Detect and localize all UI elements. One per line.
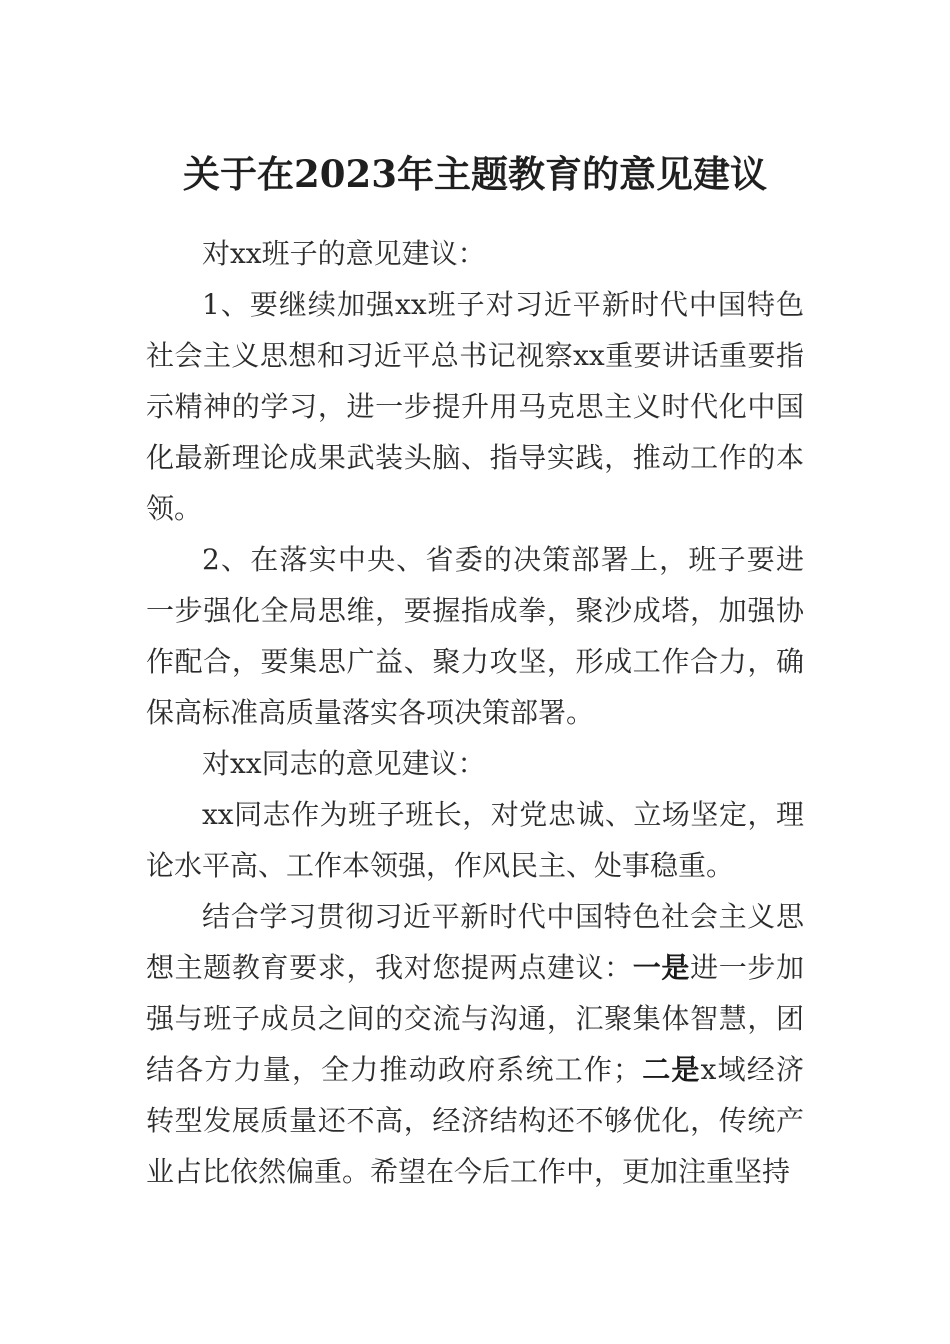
paragraph-6-part-1: 结合学习贯彻习近平新时代中国特色社会主义思想主题教育要求，我对您提两点建议：: [146, 900, 804, 984]
paragraph-1: 对xx班子的意见建议：: [202, 237, 486, 270]
paragraph-2: 1、要继续加强xx班子对习近平新时代中国特色社会主义思想和习近平总书记视察xx重要讲话重要指示精神的学习，进一步提升用马克思主义时代化中国化最新理论成果武装头脑、指导实践，推动工作的本领。: [146, 288, 804, 525]
paragraph-6: [146, 891, 804, 1197]
paragraph-6-part-2: 进一步加强与班子成员之间的交流与沟通，汇聚集体智慧，团结各方力量，全力推动政府系统工作；: [146, 951, 804, 1086]
paragraph-4: 对xx同志的意见建议：: [202, 747, 486, 780]
emphasis-first: 一是: [632, 951, 691, 984]
emphasis-second: 二是: [641, 1053, 701, 1086]
paragraph-6-part-3: x域经济转型发展质量还不高，经济结构还不够优化，传统产业占比依然偏重。希望在今后工作中，更加注重坚持: [146, 1053, 804, 1188]
paragraph-3: 2、在落实中央、省委的决策部署上，班子要进一步强化全局思维，要握指成拳，聚沙成塔，加强协作配合，要集思广益、聚力攻坚，形成工作合力，确保高标准高质量落实各项决策部署。: [146, 543, 804, 729]
document-body: [146, 228, 804, 1197]
document-title: 关于在2023年主题教育的意见建议: [183, 152, 767, 196]
paragraph-5: xx同志作为班子班长，对党忠诚、立场坚定，理论水平高、工作本领强，作风民主、处事稳重。: [146, 798, 804, 882]
